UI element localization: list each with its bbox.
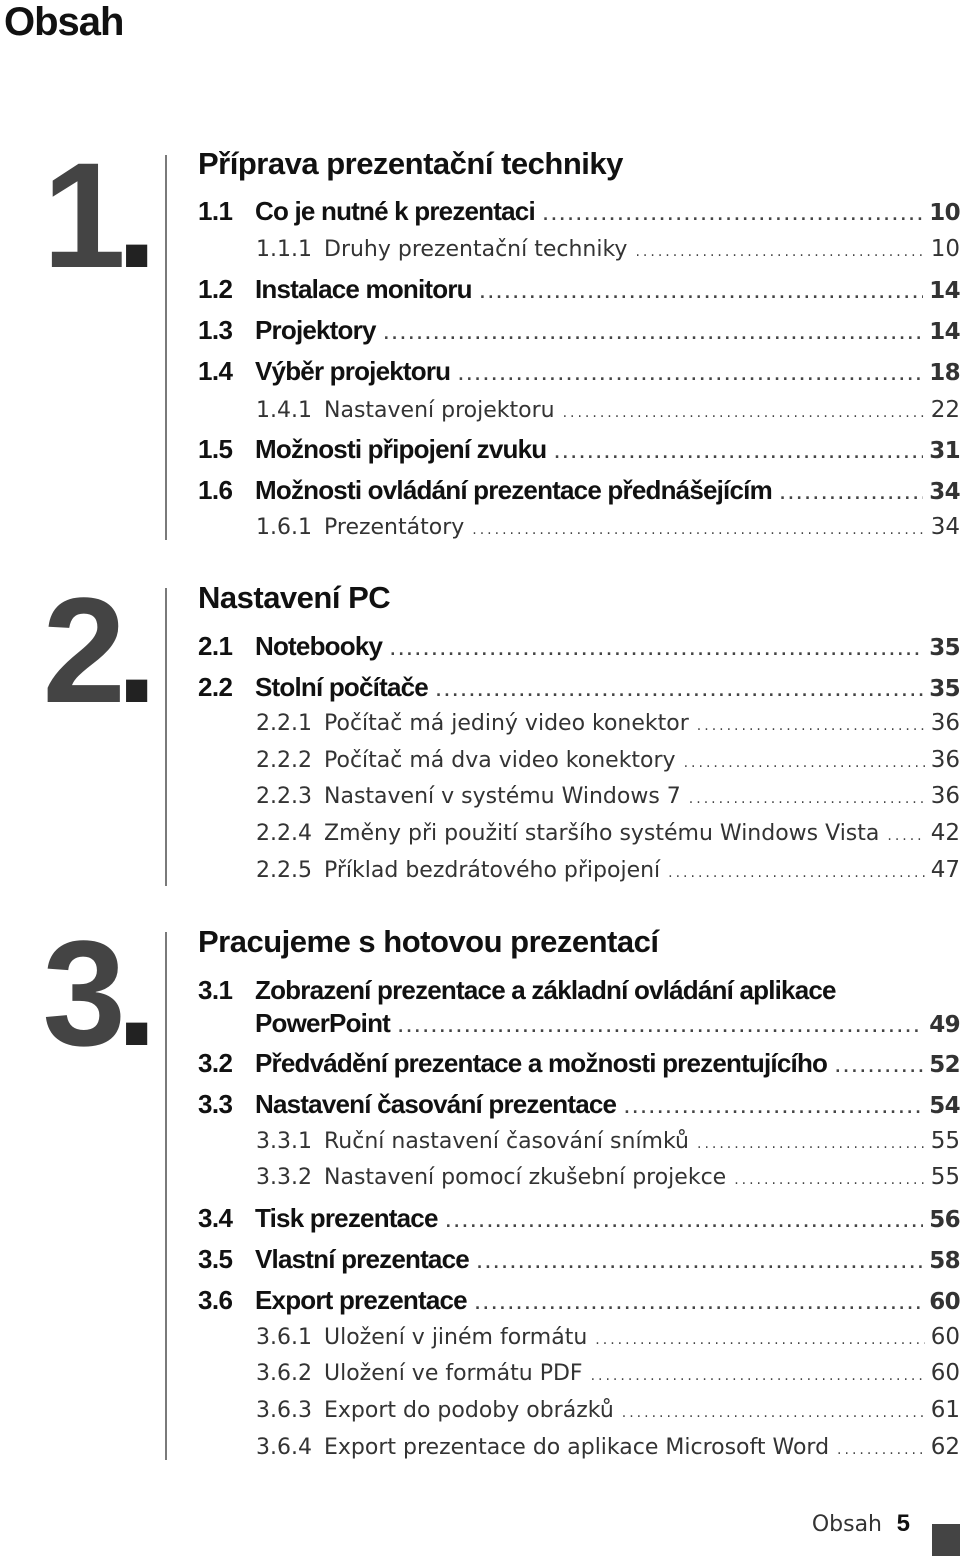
toc-entry-page: 56 bbox=[929, 1207, 960, 1233]
toc-entry-page: 35 bbox=[929, 676, 960, 702]
toc-entry[interactable] bbox=[198, 315, 960, 351]
toc-entry-number: 3.3.1 bbox=[256, 1129, 312, 1154]
toc-entry-label: Instalace monitoru bbox=[255, 274, 472, 304]
dot-leader bbox=[835, 1060, 923, 1076]
dot-leader bbox=[624, 1101, 923, 1117]
dot-leader bbox=[837, 1442, 925, 1458]
toc-entry-number: 2.1 bbox=[198, 631, 233, 661]
toc-entry-number: 3.2 bbox=[198, 1048, 233, 1078]
toc-entry-page: 60 bbox=[930, 1360, 960, 1386]
toc-entry[interactable] bbox=[198, 672, 960, 708]
toc-entry[interactable] bbox=[198, 1128, 960, 1164]
toc-entry-label: Změny při použití staršího systému Windows Vista bbox=[324, 821, 880, 846]
toc-entry-label: Co je nutné k prezentaci bbox=[255, 196, 535, 226]
toc-entry-page: 35 bbox=[929, 635, 960, 661]
toc-entry-label: Předvádění prezentace a možnosti prezentujícího bbox=[255, 1048, 828, 1078]
chapter-3-rule bbox=[165, 932, 167, 1460]
toc-entry[interactable] bbox=[198, 434, 960, 470]
dot-leader bbox=[887, 828, 924, 844]
toc-entry-page: 34 bbox=[930, 514, 960, 540]
toc-entry-number: 2.2.5 bbox=[256, 858, 312, 883]
toc-entry[interactable] bbox=[198, 1434, 960, 1470]
dot-leader bbox=[475, 1297, 923, 1313]
chapter-1-title: Příprava prezentační techniky bbox=[198, 146, 623, 181]
toc-entry-page: 42 bbox=[930, 820, 960, 846]
dot-leader bbox=[472, 522, 924, 538]
toc-entry-number: 3.5 bbox=[198, 1244, 233, 1274]
toc-entry-label: Vlastní prezentace bbox=[255, 1244, 469, 1274]
toc-entry-label: Stolní počítače bbox=[255, 672, 428, 702]
dot-leader bbox=[390, 643, 923, 659]
toc-entry-number: 1.6.1 bbox=[256, 515, 312, 540]
dot-leader bbox=[398, 1020, 923, 1036]
chapter-number-dot: . bbox=[115, 131, 148, 299]
toc-entry-label: Nastavení pomocí zkušební projekce bbox=[324, 1165, 727, 1190]
toc-entry-page: 22 bbox=[930, 397, 960, 423]
toc-entry-number: 3.6 bbox=[198, 1285, 233, 1315]
toc-entry-label: Uložení v jiném formátu bbox=[324, 1325, 588, 1350]
toc-entry-label: Počítač má dva video konektory bbox=[324, 748, 676, 773]
dot-leader bbox=[595, 1332, 924, 1348]
toc-entry[interactable] bbox=[198, 857, 960, 893]
toc-entry-label: Nastavení v systému Windows 7 bbox=[324, 784, 681, 809]
chapter-number-dot: . bbox=[115, 566, 148, 734]
dot-leader bbox=[622, 1405, 925, 1421]
toc-entry-label: Tisk prezentace bbox=[255, 1203, 438, 1233]
dot-leader bbox=[684, 755, 925, 771]
toc-entry-number: 2.2.3 bbox=[256, 784, 312, 809]
toc-entry-label: Export prezentace bbox=[255, 1285, 467, 1315]
toc-entry-page: 10 bbox=[929, 200, 960, 226]
toc-entry-label: Příklad bezdrátového připojení bbox=[324, 858, 661, 883]
toc-entry-label-line1: Zobrazení prezentace a základní ovládání aplikace bbox=[255, 975, 836, 1005]
toc-entry[interactable] bbox=[198, 1360, 960, 1396]
toc-entry[interactable] bbox=[198, 1285, 960, 1321]
toc-entry-label: Výběr projektoru bbox=[255, 356, 451, 386]
toc-entry-number: 3.1 bbox=[198, 975, 233, 1005]
toc-entry[interactable] bbox=[198, 1397, 960, 1433]
toc-entry-label: Uložení ve formátu PDF bbox=[324, 1361, 583, 1386]
dot-leader bbox=[446, 1215, 924, 1231]
toc-entry[interactable] bbox=[198, 747, 960, 783]
dot-leader bbox=[477, 1256, 923, 1272]
toc-entry-page: 10 bbox=[930, 236, 960, 262]
toc-entry-page: 14 bbox=[929, 278, 960, 304]
toc-entry-label: Notebooky bbox=[255, 631, 383, 661]
toc-entry-label: Prezentátory bbox=[324, 515, 465, 540]
toc-entry-label: PowerPoint bbox=[255, 1008, 391, 1038]
chapter-number-digit: 1 bbox=[42, 131, 116, 299]
dot-leader bbox=[780, 487, 923, 503]
dot-leader bbox=[734, 1172, 925, 1188]
toc-entry-number: 2.2 bbox=[198, 672, 233, 702]
toc-entry-label: Projektory bbox=[255, 315, 376, 345]
chapter-number-digit: 3 bbox=[42, 909, 116, 1077]
dot-leader bbox=[697, 718, 925, 734]
toc-entry-page: 60 bbox=[930, 1324, 960, 1350]
toc-entry-number: 1.3 bbox=[198, 315, 233, 345]
dot-leader bbox=[436, 684, 923, 700]
toc-entry-label: Export prezentace do aplikace Microsoft Word bbox=[324, 1435, 830, 1460]
toc-entry-label: Možnosti připojení zvuku bbox=[255, 434, 547, 464]
toc-entry-page: 55 bbox=[930, 1164, 960, 1190]
footer-page-number: 5 bbox=[896, 1510, 910, 1537]
toc-entry[interactable] bbox=[198, 236, 960, 272]
toc-entry-page: 34 bbox=[929, 479, 960, 505]
toc-entry-label: Nastavení časování prezentace bbox=[255, 1089, 617, 1119]
toc-entry-number: 1.6 bbox=[198, 475, 233, 505]
toc-entry[interactable] bbox=[198, 514, 960, 550]
toc-entry-page: 18 bbox=[929, 360, 960, 386]
toc-entry-number: 2.2.4 bbox=[256, 821, 312, 846]
toc-entry-number: 2.2.1 bbox=[256, 711, 312, 736]
toc-entry-page: 49 bbox=[929, 1012, 960, 1038]
toc-entry[interactable] bbox=[198, 1008, 960, 1044]
toc-entry-page: 60 bbox=[929, 1289, 960, 1315]
toc-entry-number: 3.4 bbox=[198, 1203, 233, 1233]
toc-entry[interactable] bbox=[198, 1244, 960, 1280]
dot-leader bbox=[543, 208, 923, 224]
toc-entry[interactable] bbox=[198, 274, 960, 310]
chapter-number-digit: 2 bbox=[42, 566, 116, 734]
dot-leader bbox=[591, 1368, 925, 1384]
toc-entry[interactable] bbox=[198, 710, 960, 746]
toc-entry-number: 3.6.3 bbox=[256, 1398, 312, 1423]
toc-entry-number: 3.6.2 bbox=[256, 1361, 312, 1386]
toc-entry[interactable] bbox=[198, 1048, 960, 1084]
dot-leader bbox=[480, 286, 923, 302]
toc-entry[interactable] bbox=[198, 1164, 960, 1200]
toc-entry-page: 55 bbox=[930, 1128, 960, 1154]
chapter-1-rule bbox=[165, 155, 167, 540]
toc-entry[interactable] bbox=[198, 783, 960, 819]
toc-entry-number: 3.6.4 bbox=[256, 1435, 312, 1460]
toc-entry-page: 36 bbox=[930, 747, 960, 773]
toc-entry-number: 1.5 bbox=[198, 434, 233, 464]
toc-entry-page: 47 bbox=[930, 857, 960, 883]
toc-entry[interactable] bbox=[198, 1324, 960, 1360]
toc-entry-page: 62 bbox=[930, 1434, 960, 1460]
toc-entry-label: Ruční nastavení časování snímků bbox=[324, 1129, 689, 1154]
page-title: Obsah bbox=[4, 0, 124, 44]
chapter-2-rule bbox=[165, 588, 167, 886]
chapter-number-dot: . bbox=[115, 909, 148, 1077]
chapter-3-title: Pracujeme s hotovou prezentací bbox=[198, 924, 659, 959]
toc-entry-page: 14 bbox=[929, 319, 960, 345]
toc-entry-label: Export do podoby obrázků bbox=[324, 1398, 614, 1423]
toc-entry-page: 61 bbox=[930, 1397, 960, 1423]
dot-leader bbox=[697, 1136, 925, 1152]
toc-entry-number: 1.4 bbox=[198, 356, 233, 386]
chapter-1-number bbox=[30, 131, 160, 299]
toc-entry-first-line[interactable] bbox=[198, 975, 960, 1011]
toc-entry-page: 31 bbox=[929, 438, 960, 464]
toc-entry-number: 3.6.1 bbox=[256, 1325, 312, 1350]
toc-entry-number: 1.2 bbox=[198, 274, 233, 304]
toc-entry[interactable] bbox=[198, 196, 960, 232]
toc-entry-page: 58 bbox=[929, 1248, 960, 1274]
toc-entry[interactable] bbox=[198, 1203, 960, 1239]
toc-entry[interactable] bbox=[198, 397, 960, 433]
toc-entry[interactable] bbox=[198, 1089, 960, 1125]
footer-marker bbox=[932, 1524, 960, 1556]
toc-entry-page: 52 bbox=[929, 1052, 960, 1078]
dot-leader bbox=[384, 327, 924, 343]
toc-entry-number: 2.2.2 bbox=[256, 748, 312, 773]
footer-label: Obsah bbox=[811, 1512, 882, 1537]
toc-entry-page: 54 bbox=[929, 1093, 960, 1119]
toc-entry[interactable] bbox=[198, 356, 960, 392]
dot-leader bbox=[554, 446, 923, 462]
toc-entry-number: 1.1.1 bbox=[256, 237, 312, 262]
dot-leader bbox=[563, 405, 925, 421]
toc-entry-number: 1.4.1 bbox=[256, 398, 312, 423]
toc-entry-page: 36 bbox=[930, 710, 960, 736]
toc-entry-label: Možnosti ovládání prezentace přednášejícím bbox=[255, 475, 772, 505]
toc-entry-label: Druhy prezentační techniky bbox=[324, 237, 628, 262]
toc-entry-label: Počítač má jediný video konektor bbox=[324, 711, 689, 736]
toc-entry[interactable] bbox=[198, 475, 960, 511]
toc-entry[interactable] bbox=[198, 631, 960, 667]
chapter-2-number bbox=[30, 566, 160, 734]
toc-entry-number: 3.3 bbox=[198, 1089, 233, 1119]
toc-entry-label: Nastavení projektoru bbox=[324, 398, 555, 423]
toc-entry-number: 3.3.2 bbox=[256, 1165, 312, 1190]
dot-leader bbox=[635, 244, 924, 260]
chapter-3-number bbox=[30, 909, 160, 1077]
toc-entry[interactable] bbox=[198, 820, 960, 856]
toc-entry-page: 36 bbox=[930, 783, 960, 809]
dot-leader bbox=[689, 791, 925, 807]
dot-leader bbox=[458, 368, 923, 384]
chapter-2-title: Nastavení PC bbox=[198, 580, 391, 615]
toc-entry-number: 1.1 bbox=[198, 196, 233, 226]
dot-leader bbox=[668, 865, 925, 881]
